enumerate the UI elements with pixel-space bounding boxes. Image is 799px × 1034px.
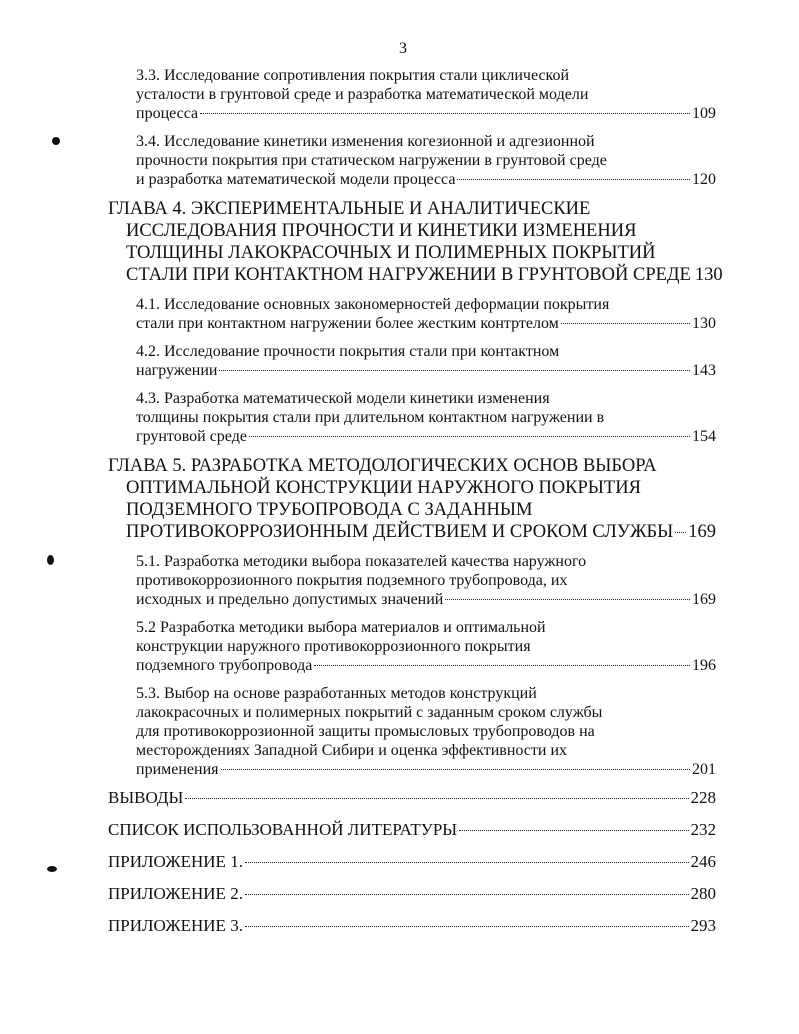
- toc-subsection: [108, 684, 716, 779]
- dot-leader: [459, 830, 688, 831]
- toc-entry-line: лакокрасочных и полимерных покрытий с заданным сроком службы: [136, 704, 603, 721]
- toc-entry-line: противокоррозионного покрытия подземного трубопровода, их: [136, 572, 568, 589]
- toc-page-number: 109: [692, 105, 716, 122]
- toc-entry-line: 3.3. Исследование сопротивления покрытия стали циклической: [136, 67, 570, 84]
- dot-leader: [200, 113, 690, 114]
- toc-entry-last-line: [108, 521, 716, 543]
- toc-entry-title: подземного трубопровода: [136, 657, 313, 674]
- dot-leader: [457, 179, 690, 180]
- toc-page-number: 293: [690, 916, 716, 935]
- dot-leader: [219, 370, 690, 371]
- toc-entry-line: усталости в грунтовой среде и разработка математической модели: [136, 86, 589, 103]
- toc-page-number: 130: [694, 265, 723, 285]
- toc-entry-line: ПОДЗЕМНОГО ТРУБОПРОВОДА С ЗАДАННЫМ: [126, 500, 533, 520]
- toc-entry-last-line: [136, 656, 716, 675]
- toc-entry-title: ПРИЛОЖЕНИЕ 3.: [108, 916, 243, 935]
- toc-entry-title: ПРИЛОЖЕНИЕ 1.: [108, 852, 243, 871]
- toc-entry-line: 4.3. Разработка математической модели кинетики изменения: [136, 390, 550, 407]
- toc-entry-line: ТОЛЩИНЫ ЛАКОКРАСОЧНЫХ И ПОЛИМЕРНЫХ ПОКРЫТИЙ: [126, 243, 656, 263]
- toc-entry-last-line: [136, 170, 716, 189]
- dot-leader: [249, 436, 690, 437]
- toc-section: [108, 820, 716, 840]
- toc-entry-title: грунтовой среде: [136, 428, 247, 445]
- toc-entry-line: ГЛАВА 5. РАЗРАБОТКА МЕТОДОЛОГИЧЕСКИХ ОСНОВ ВЫБОРА: [108, 456, 657, 476]
- toc-subsection: [108, 342, 716, 380]
- dot-leader: [221, 769, 691, 770]
- scan-artifact: [52, 137, 60, 145]
- toc-entry-line: 4.1. Исследование основных закономерностей деформации покрытия: [136, 296, 610, 313]
- toc-entry-title: ПРОТИВОКОРРОЗИОННЫМ ДЕЙСТВИЕМ И СРОКОМ СЛУЖБЫ: [126, 522, 674, 542]
- dot-leader: [561, 323, 690, 324]
- toc-entry-line: ИССЛЕДОВАНИЯ ПРОЧНОСТИ И КИНЕТИКИ ИЗМЕНЕНИЯ: [126, 221, 637, 241]
- toc-entry-last-line: [136, 760, 716, 779]
- toc-entry-line: конструкции наружного противокоррозионного покрытия: [136, 638, 531, 655]
- table-of-contents: [108, 66, 723, 948]
- toc-entry-title: ПРИЛОЖЕНИЕ 2.: [108, 884, 243, 903]
- toc-subsection: [108, 66, 716, 123]
- dot-leader: [185, 798, 688, 799]
- toc-page-number: 120: [692, 171, 716, 188]
- toc-entry-last-line: [136, 104, 716, 123]
- toc-entry-title: нагружении: [136, 362, 218, 379]
- toc-entry-last-line: [136, 427, 716, 446]
- toc-page-number: 232: [690, 820, 716, 839]
- scan-artifact: [47, 555, 54, 565]
- toc-entry-last-line: [108, 264, 723, 286]
- page-number: 3: [399, 40, 407, 57]
- scan-artifact: [47, 866, 57, 872]
- toc-entry-line: ГЛАВА 4. ЭКСПЕРИМЕНТАЛЬНЫЕ И АНАЛИТИЧЕСКИЕ: [108, 199, 591, 219]
- toc-subsection: [108, 389, 716, 446]
- toc-entry-title: СТАЛИ ПРИ КОНТАКТНОМ НАГРУЖЕНИИ В ГРУНТОВОЙ СРЕДЕ: [126, 265, 691, 285]
- toc-entry-last-line: [136, 314, 716, 333]
- toc-page-number: 196: [692, 657, 716, 674]
- toc-entry-last-line: [136, 361, 716, 380]
- toc-entry-last-line: [136, 590, 716, 609]
- toc-entry-last-line: [108, 852, 716, 872]
- toc-page-number: 169: [688, 522, 716, 542]
- toc-page-number: 246: [690, 852, 716, 871]
- dot-leader: [245, 894, 689, 895]
- toc-page-number: 130: [692, 315, 716, 332]
- toc-entry-title: и разработка математической модели процесса: [136, 171, 456, 188]
- toc-page-number: 169: [692, 591, 716, 608]
- toc-entry-title: процесса: [136, 105, 199, 122]
- dot-leader: [445, 599, 690, 600]
- toc-page-number: 154: [692, 428, 716, 445]
- toc-subsection: [108, 132, 716, 189]
- toc-entry-line: месторождениях Западной Сибири и оценка эффективности их: [136, 742, 568, 759]
- toc-subsection: [108, 295, 716, 333]
- toc-section: [108, 788, 716, 808]
- dot-leader: [245, 862, 689, 863]
- toc-page-number: 201: [692, 761, 716, 778]
- toc-entry-last-line: [108, 884, 716, 904]
- toc-entry-line: прочности покрытия при статическом нагружении в грунтовой среде: [136, 152, 607, 169]
- toc-entry-last-line: [108, 916, 716, 936]
- toc-entry-line: ОПТИМАЛЬНОЙ КОНСТРУКЦИИ НАРУЖНОГО ПОКРЫТИЯ: [126, 478, 641, 498]
- dot-leader: [675, 532, 686, 533]
- toc-subsection: [108, 552, 716, 609]
- toc-section: [108, 884, 716, 904]
- dot-leader: [245, 926, 689, 927]
- toc-subsection: [108, 618, 716, 675]
- toc-entry-last-line: [108, 820, 716, 840]
- toc-entry-title: ВЫВОДЫ: [108, 788, 184, 807]
- toc-entry-title: применения: [136, 761, 219, 778]
- toc-entry-line: для противокоррозионной защиты промысловых трубопроводов на: [136, 723, 595, 740]
- toc-entry-title: СПИСОК ИСПОЛЬЗОВАННОЙ ЛИТЕРАТУРЫ: [108, 820, 458, 839]
- toc-entry-line: 4.2. Исследование прочности покрытия стали при контактном: [136, 343, 560, 360]
- toc-entry-line: 5.2 Разработка методики выбора материалов и оптимальной: [136, 619, 546, 636]
- toc-chapter: [108, 455, 716, 543]
- toc-chapter: [108, 198, 723, 286]
- toc-entry-title: стали при контактном нагружении более жестким контртелом: [136, 315, 559, 332]
- toc-page-number: 143: [692, 362, 716, 379]
- toc-entry-last-line: [108, 788, 716, 808]
- toc-entry-line: 5.3. Выбор на основе разработанных методов конструкций: [136, 685, 537, 702]
- toc-entry-line: 5.1. Разработка методики выбора показателей качества наружного: [136, 553, 587, 570]
- toc-section: [108, 852, 716, 872]
- toc-entry-line: 3.4. Исследование кинетики изменения когезионной и адгезионной: [136, 133, 595, 150]
- toc-section: [108, 916, 716, 936]
- toc-page-number: 228: [690, 788, 716, 807]
- dot-leader: [314, 665, 690, 666]
- toc-entry-line: толщины покрытия стали при длительном контактном нагружении в: [136, 409, 605, 426]
- toc-page-number: 280: [690, 884, 716, 903]
- toc-entry-title: исходных и предельно допустимых значений: [136, 591, 444, 608]
